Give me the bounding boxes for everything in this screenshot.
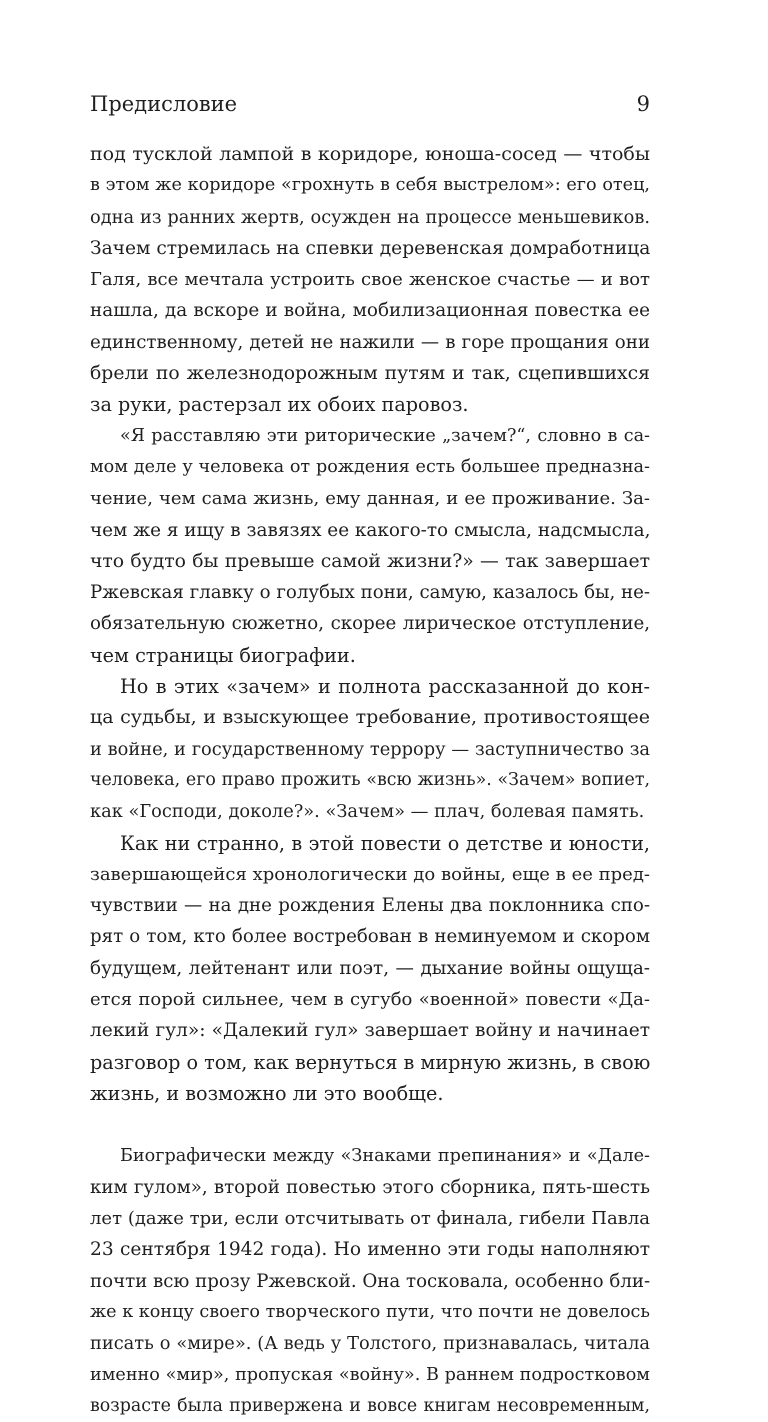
text-line: единственному, детей не нажили — в горе прощания они: [90, 331, 650, 353]
text-line: чем страницы биографии.: [90, 643, 356, 667]
text-line: нашла, да вскоре и война, мобилизационная повестка ее: [90, 300, 650, 322]
text-line: в этом же коридоре «грохнуть в себя выстрелом»: его отец,: [90, 175, 650, 196]
text-line: чем же я ищу в завязях ее какого-то смысла, надсмысла,: [90, 519, 650, 541]
text-line: под тусклой лампой в коридоре, юноша-сосед — чтобы: [90, 143, 650, 165]
text-line: лекий гул»: «Далекий гул» завершает войну и начинает: [90, 1020, 650, 1042]
text-line: Зачем стремилась на спевки деревенская домработница: [90, 237, 650, 259]
text-line: возрасте была привержена и вовсе книгам несовременным,: [90, 1395, 650, 1416]
text-line: чение, чем сама жизнь, ему данная, и ее проживание. За-: [90, 488, 650, 510]
text-line: что будто бы превыше самой жизни?» — так завершает: [90, 550, 650, 572]
text-line: ким гулом», второй повестью этого сборника, пять-шесть: [90, 1176, 650, 1198]
text-line: почти всю прозу Ржевской. Она тосковала, особенно бли-: [90, 1270, 650, 1292]
text-line: 23 сентября 1942 года). Но именно эти годы наполняют: [90, 1239, 650, 1261]
text-line: чувствии — на дне рождения Елены два поклонника спо-: [90, 895, 650, 917]
text-line: как «Господи, доколе?». «Зачем» — плач, болевая память.: [90, 801, 645, 823]
body-text: [90, 139, 650, 1422]
text-line: именно «мир», пропуская «войну». В раннем подростковом: [90, 1364, 650, 1385]
text-line: Как ни странно, в этой повести о детстве и юности,: [120, 831, 650, 855]
text-line: же к концу своего творческого пути, что почти не довелось: [90, 1301, 650, 1322]
text-line: Галя, все мечтала устроить свое женское счастье — и вот: [90, 269, 650, 291]
text-line: лет (даже три, если отсчитывать от финала, гибели Павла: [90, 1208, 650, 1230]
text-line: ется порой сильнее, чем в сугубо «военной» повести «Да-: [90, 989, 650, 1011]
text-line: за руки, растерзал их обоих паровоз.: [90, 393, 469, 417]
text-line: завершающейся хронологически до войны, еще в ее пред-: [90, 863, 650, 885]
text-line: ца судьбы, и взыскующее требование, противостоящее: [90, 706, 650, 729]
text-line: Ржевская главку о голубых пони, самую, казалось бы, не-: [90, 582, 650, 604]
text-line: будущем, лейтенант или поэт, — дыхание войны ощуща-: [90, 957, 650, 979]
text-line: «Я расставляю эти риторические „зачем?“, словно в са-: [120, 425, 650, 446]
text-line: мом деле у человека от рождения есть большее предназна-: [90, 456, 650, 477]
text-line: одна из ранних жертв, осужден на процессе меньшевиков.: [90, 206, 650, 228]
text-line: обязательную сюжетно, скорее лирическое отступление,: [90, 613, 650, 635]
text-line: Биографически между «Знаками препинания» и «Дале-: [120, 1145, 650, 1166]
page-number: 9: [636, 92, 650, 116]
text-line: брели по железнодорожным путям и так, сцепившихся: [90, 363, 650, 385]
running-head: [90, 92, 650, 126]
text-line: разговор о том, как вернуться в мирную жизнь, в свою: [90, 1050, 650, 1074]
text-line: жизнь, и возможно ли это вообще.: [90, 1081, 444, 1105]
text-line: рят о том, кто более востребован в неминуемом и скором: [90, 926, 650, 948]
section-break: [90, 1109, 650, 1140]
text-line: Но в этих «зачем» и полнота рассказанной до кон-: [120, 675, 650, 699]
text-line: писать о «мире». (А ведь у Толстого, признавалась, читала: [90, 1333, 650, 1355]
running-head-title: Предисловие: [90, 92, 238, 116]
text-line: человека, его право прожить «всю жизнь». «Зачем» вопиет,: [90, 769, 650, 790]
text-line: и войне, и государственному террору — заступничество за: [90, 738, 650, 760]
